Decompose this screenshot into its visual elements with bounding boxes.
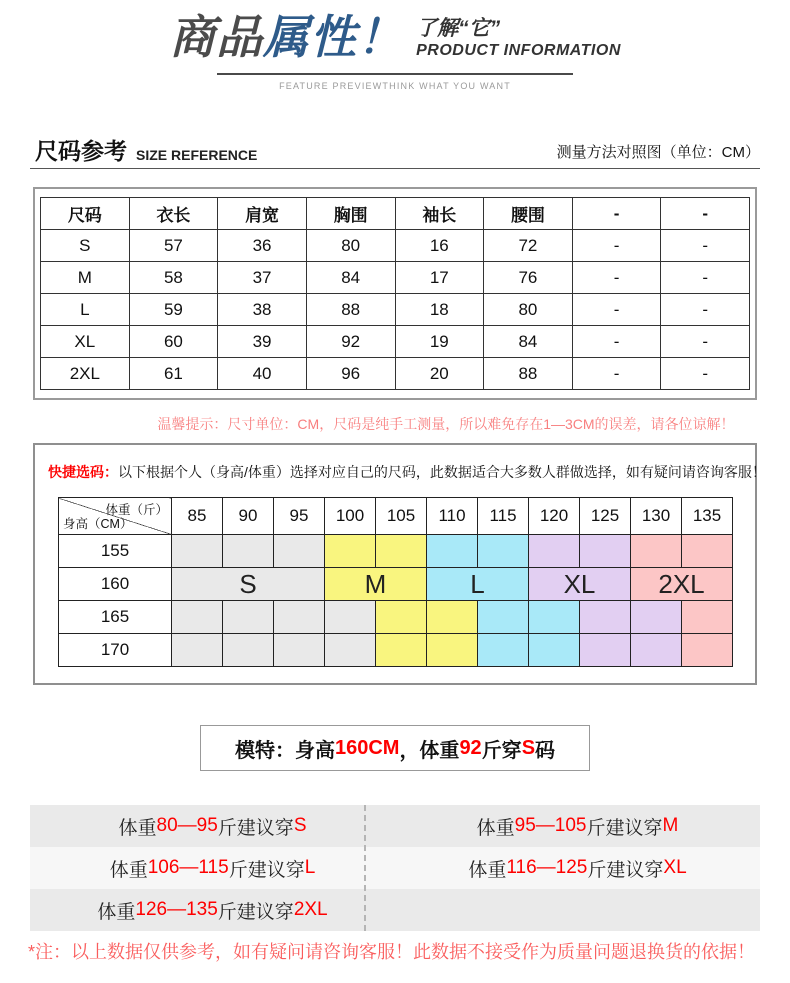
recommendation-highlight: XL <box>663 857 687 878</box>
size-table-cell: 59 <box>129 294 218 326</box>
matrix-row <box>59 634 733 667</box>
disclaimer-footnote: *注：以上数据仅供参考，如有疑问请咨询客服！此数据不接受作为质量问题退换货的依据！ <box>28 942 756 962</box>
size-table-header-cell: 尺码 <box>41 198 130 230</box>
matrix-zone-cell <box>223 535 274 568</box>
matrix-row <box>59 535 733 568</box>
size-chart-tip: 温馨提示：尺寸单位：CM，尺码是纯手工测量，所以难免存在1—3CM的误差，请各位谅解！ <box>157 416 735 432</box>
size-table-cell: 16 <box>395 230 484 262</box>
size-table-row <box>41 326 750 358</box>
size-table-header-cell: - <box>572 198 661 230</box>
brand-tagline: FEATURE PREVIEWTHINK WHAT YOU WANT <box>279 81 511 91</box>
matrix-zone-cell <box>172 634 223 667</box>
matrix-zone-cell <box>427 601 478 634</box>
recommendation-empty <box>395 889 760 931</box>
recommendation-highlight: L <box>304 857 316 878</box>
matrix-zone-cell <box>682 634 733 667</box>
size-table-cell: 17 <box>395 262 484 294</box>
recommendation-text <box>395 847 760 889</box>
matrix-size-zone-l: L <box>427 568 529 601</box>
size-table-cell: 61 <box>129 358 218 390</box>
size-table-cell: M <box>41 262 130 294</box>
size-table-cell: S <box>41 230 130 262</box>
recommendation-text <box>395 805 760 847</box>
recommendation-label: 斤建议穿 <box>228 859 305 881</box>
model-weight-value: 92 <box>459 736 482 759</box>
matrix-weight-header: 95 <box>274 498 325 535</box>
matrix-zone-cell <box>478 601 529 634</box>
brand-underline <box>217 73 573 75</box>
size-reference-title-en: SIZE REFERENCE <box>136 147 258 163</box>
size-table-cell: - <box>661 358 750 390</box>
size-table-header-cell: 肩宽 <box>218 198 307 230</box>
measurement-method-note: 测量方法对照图（单位：CM） <box>556 144 760 161</box>
matrix-zone-cell <box>682 535 733 568</box>
matrix-zone-cell <box>529 601 580 634</box>
matrix-weight-header: 115 <box>478 498 529 535</box>
recommendation-highlight: M <box>662 815 679 836</box>
size-table-cell: 80 <box>484 294 573 326</box>
matrix-zone-cell <box>529 634 580 667</box>
recommendation-label: 体重 <box>468 859 507 881</box>
model-info-text: 码 <box>535 739 556 762</box>
recommendation-highlight: S <box>293 815 307 836</box>
matrix-zone-cell <box>172 601 223 634</box>
brand-title-right: 属性！ <box>263 11 405 63</box>
size-table-header-cell: 衣长 <box>129 198 218 230</box>
matrix-zone-cell <box>223 601 274 634</box>
matrix-zone-cell <box>325 535 376 568</box>
matrix-zone-cell <box>427 634 478 667</box>
recommendation-label: 体重 <box>109 859 148 881</box>
size-table-header-cell: 胸围 <box>306 198 395 230</box>
matrix-zone-cell <box>682 601 733 634</box>
size-table-cell: 58 <box>129 262 218 294</box>
size-table-cell: L <box>41 294 130 326</box>
brand-header <box>0 12 790 63</box>
size-table-cell: 19 <box>395 326 484 358</box>
size-table-cell: - <box>661 326 750 358</box>
size-table-cell: XL <box>41 326 130 358</box>
matrix-header-row <box>59 498 733 535</box>
size-table-cell: 57 <box>129 230 218 262</box>
brand-title-zh <box>169 12 404 63</box>
matrix-zone-cell <box>223 634 274 667</box>
size-table-cell: 88 <box>484 358 573 390</box>
brand-title-left: 商品 <box>169 11 264 63</box>
size-table-cell: 76 <box>484 262 573 294</box>
matrix-zone-cell <box>172 535 223 568</box>
matrix-zone-cell <box>478 634 529 667</box>
model-info-box <box>200 725 590 771</box>
model-height-value: 160CM <box>334 736 400 759</box>
model-size-value: S <box>521 736 536 759</box>
matrix-zone-cell <box>529 535 580 568</box>
matrix-weight-header: 105 <box>376 498 427 535</box>
matrix-zone-cell <box>376 634 427 667</box>
matrix-height-cell: 155 <box>59 535 172 568</box>
size-table-cell: 88 <box>306 294 395 326</box>
matrix-weight-header: 85 <box>172 498 223 535</box>
recommendation-label: 体重 <box>97 901 136 923</box>
recommendation-highlight: 106—115 <box>147 857 229 878</box>
matrix-zone-cell <box>376 535 427 568</box>
size-table-cell: - <box>572 294 661 326</box>
matrix-weight-header: 125 <box>580 498 631 535</box>
model-info-text: 模特：身高 <box>234 739 335 762</box>
recommendation-label: 斤建议穿 <box>586 817 663 839</box>
size-table-header-cell: - <box>661 198 750 230</box>
size-reference-title-zh: 尺码参考 <box>35 138 127 164</box>
size-table-cell: - <box>572 230 661 262</box>
size-table-cell: 36 <box>218 230 307 262</box>
size-table-cell: 38 <box>218 294 307 326</box>
matrix-zone-cell <box>580 535 631 568</box>
size-table-cell: 18 <box>395 294 484 326</box>
size-table-cell: 39 <box>218 326 307 358</box>
size-table-cell: - <box>572 326 661 358</box>
matrix-zone-cell <box>325 601 376 634</box>
recommendation-highlight: 126—135 <box>135 899 218 920</box>
size-table-header-cell: 袖长 <box>395 198 484 230</box>
recommendation-highlight: 2XL <box>293 899 328 920</box>
size-table-cell: 96 <box>306 358 395 390</box>
matrix-corner-height-label: 身高（CM） <box>63 517 133 531</box>
quick-select-box <box>33 443 766 685</box>
matrix-size-zone-m: M <box>325 568 427 601</box>
model-info-text: 斤穿 <box>481 739 522 762</box>
size-table-cell: 84 <box>306 262 395 294</box>
size-table-header-row <box>41 198 750 230</box>
recommendation-label: 体重 <box>476 817 515 839</box>
recommendation-row <box>30 889 760 931</box>
brand-subtitle-zh: 了解“它” <box>416 17 501 41</box>
recommendation-row <box>30 805 760 847</box>
matrix-weight-header: 100 <box>325 498 376 535</box>
matrix-zone-cell <box>325 634 376 667</box>
size-table-cell: 60 <box>129 326 218 358</box>
matrix-zone-cell <box>274 535 325 568</box>
matrix-weight-header: 90 <box>223 498 274 535</box>
size-table-cell: 92 <box>306 326 395 358</box>
quick-select-label: 快捷选码： <box>48 464 118 480</box>
size-table-cell: - <box>661 230 750 262</box>
size-table-cell: 72 <box>484 230 573 262</box>
matrix-size-zone-s: S <box>172 568 325 601</box>
matrix-weight-header: 135 <box>682 498 733 535</box>
size-table-row <box>41 294 750 326</box>
size-table-row <box>41 262 750 294</box>
matrix-zone-cell <box>427 535 478 568</box>
matrix-size-zone-xl: XL <box>529 568 631 601</box>
recommendation-text <box>30 847 395 889</box>
recommendation-highlight: 95—105 <box>514 815 587 836</box>
matrix-zone-cell <box>631 634 682 667</box>
size-table-cell: 80 <box>306 230 395 262</box>
size-table-row <box>41 230 750 262</box>
model-info-text: ，体重 <box>399 739 460 762</box>
recommendation-highlight: 116—125 <box>506 857 588 878</box>
recommendation-label: 斤建议穿 <box>217 901 294 923</box>
matrix-height-cell: 160 <box>59 568 172 601</box>
quick-select-desc: 以下根据个人（身高/体重）选择对应自己的尺码，此数据适合大多数人群做选择，如有疑问请咨询客服！ <box>118 464 766 480</box>
size-table-box <box>33 187 757 400</box>
recommendation-highlight: 80—95 <box>156 815 218 836</box>
size-table-cell: - <box>661 294 750 326</box>
matrix-zone-cell <box>376 601 427 634</box>
matrix-corner-weight-label: 体重（斤） <box>105 503 168 517</box>
size-table-cell: 20 <box>395 358 484 390</box>
matrix-zone-cell <box>631 535 682 568</box>
matrix-row <box>59 601 733 634</box>
matrix-zone-cell <box>580 601 631 634</box>
height-weight-matrix <box>58 497 733 667</box>
recommendation-label: 斤建议穿 <box>217 817 294 839</box>
recommendation-text <box>30 805 395 847</box>
matrix-weight-header: 110 <box>427 498 478 535</box>
matrix-height-cell: 170 <box>59 634 172 667</box>
section-divider-line <box>30 168 760 169</box>
size-table-cell: 37 <box>218 262 307 294</box>
matrix-height-cell: 165 <box>59 601 172 634</box>
matrix-zone-cell <box>274 634 325 667</box>
size-table-cell: - <box>572 358 661 390</box>
size-table-cell: - <box>661 262 750 294</box>
size-table-row <box>41 358 750 390</box>
matrix-zone-cell <box>274 601 325 634</box>
recommendation-divider <box>364 805 366 931</box>
recommendation-label: 斤建议穿 <box>587 859 664 881</box>
size-table-cell: 84 <box>484 326 573 358</box>
size-table-cell: - <box>572 262 661 294</box>
quick-select-note <box>48 462 766 482</box>
matrix-zone-cell <box>580 634 631 667</box>
size-table-cell: 40 <box>218 358 307 390</box>
matrix-size-zone-2xl: 2XL <box>631 568 733 601</box>
brand-subtitle <box>416 17 621 62</box>
brand-subtitle-en: PRODUCT INFORMATION <box>416 41 621 59</box>
matrix-row <box>59 568 733 601</box>
recommendation-label: 体重 <box>118 817 157 839</box>
size-reference-heading <box>35 133 257 166</box>
weight-recommendations <box>30 805 760 931</box>
size-table-header-cell: 腰围 <box>484 198 573 230</box>
size-table-cell: 2XL <box>41 358 130 390</box>
matrix-weight-header: 120 <box>529 498 580 535</box>
matrix-zone-cell <box>631 601 682 634</box>
brand-title <box>169 12 621 63</box>
matrix-zone-cell <box>478 535 529 568</box>
matrix-weight-header: 130 <box>631 498 682 535</box>
matrix-corner-cell <box>59 498 172 535</box>
recommendation-text <box>30 889 395 931</box>
size-table <box>40 197 750 390</box>
recommendation-row <box>30 847 760 889</box>
